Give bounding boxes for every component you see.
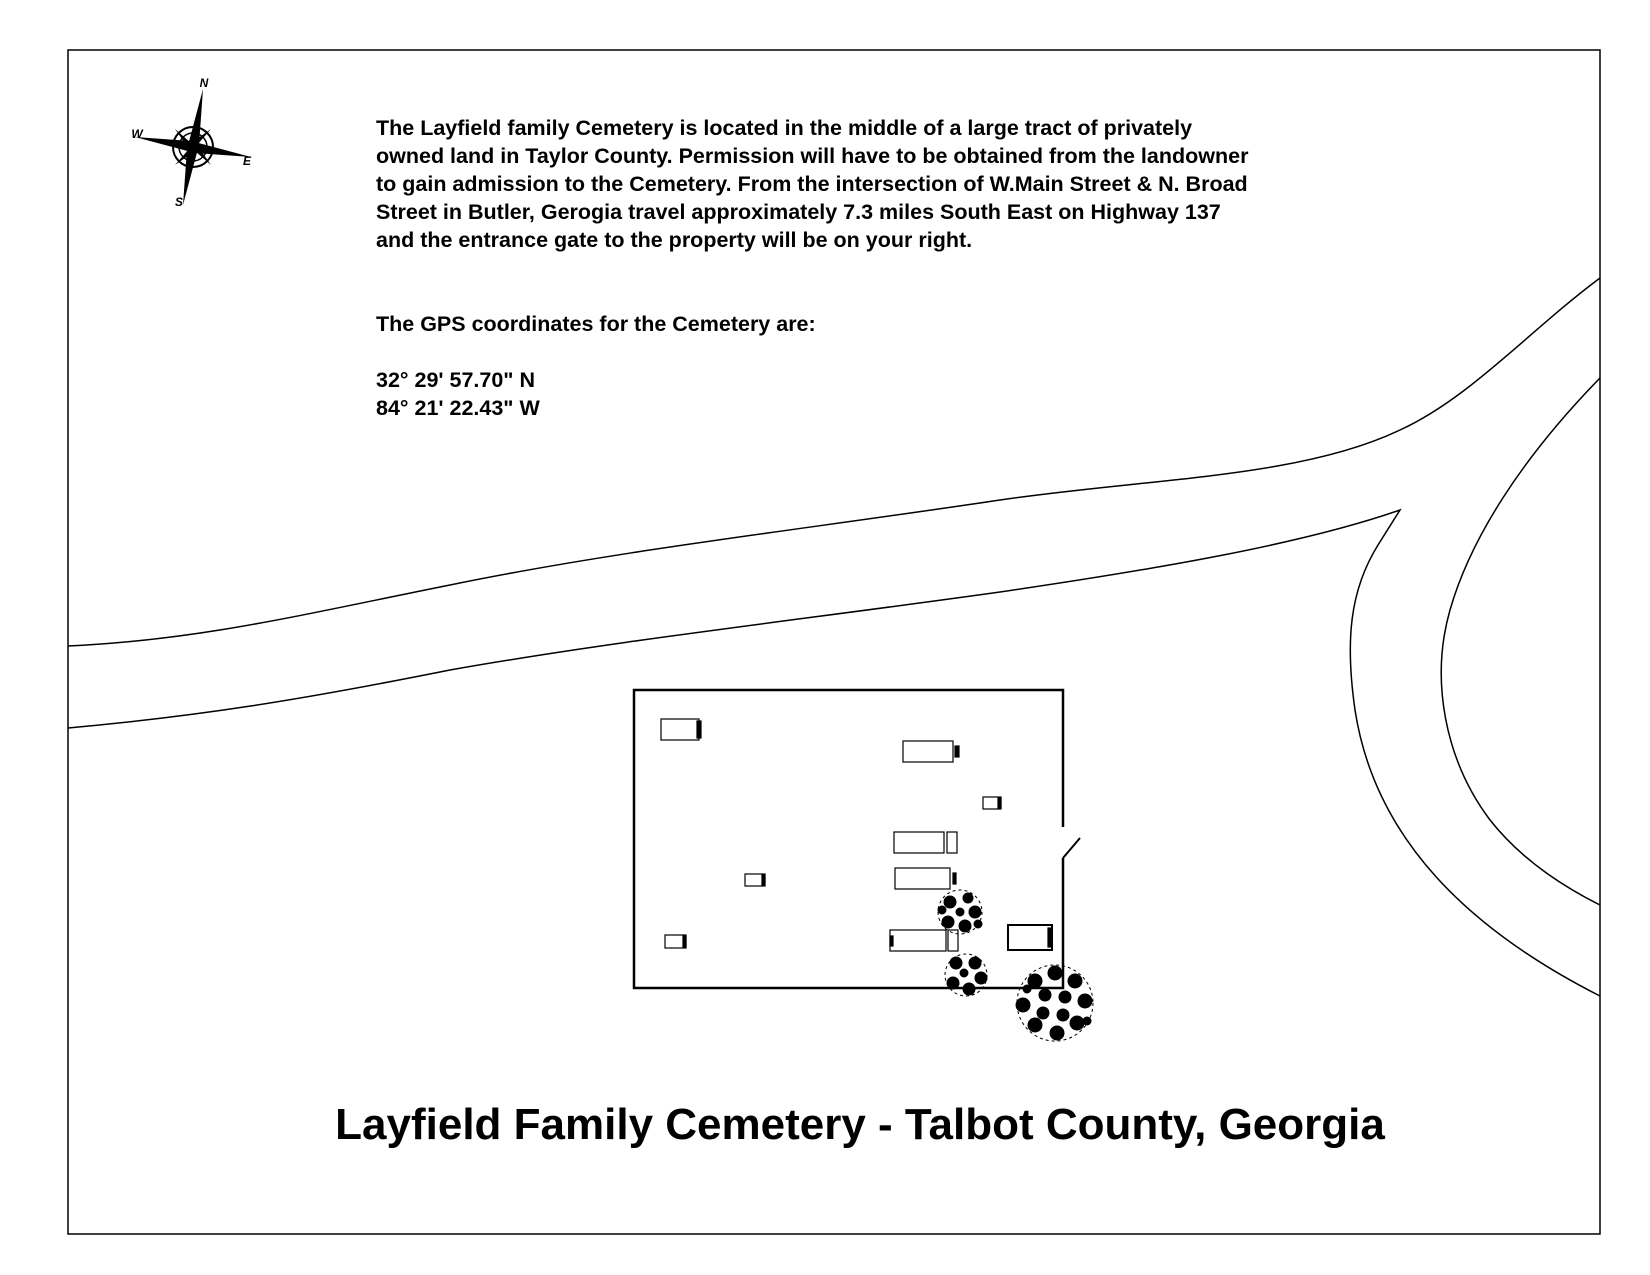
grave-marker-icon	[894, 832, 957, 853]
grave-marker-icon	[745, 874, 765, 886]
grave-marker-icon	[903, 741, 959, 762]
road-edge-loop-inner	[1441, 378, 1600, 905]
tree-icon	[945, 954, 987, 996]
grave-marker-icon	[983, 797, 1001, 809]
gps-latitude: 32° 29' 57.70" N	[376, 368, 535, 392]
grave-marker-icon	[895, 868, 956, 889]
graves	[661, 719, 1052, 951]
grave-marker-icon	[661, 719, 701, 740]
gps-intro-text: The GPS coordinates for the Cemetery are:	[376, 312, 816, 336]
directions-text: The Layfield family Cemetery is located in the middle of a large tract of privately owned land in Taylor County. Permission will have to be obtained from the landowner to gain admission to the Cemetery. From the intersection of W.Main Street & N. Broad Street in Butler, Gerogia travel approximately 7.3 miles South East on Highway 137 and the entrance gate to the property will be on your right.	[376, 116, 1249, 252]
compass-rose-icon	[131, 76, 252, 209]
road-edge-south	[68, 510, 1600, 996]
grave-marker-icon	[665, 935, 686, 948]
compass-east-label: E	[242, 154, 252, 168]
grave-marker-icon	[1008, 925, 1052, 950]
compass-west-label: W	[131, 127, 143, 141]
compass-south-label: S	[174, 195, 184, 209]
tree-icon	[938, 890, 982, 934]
trees	[938, 890, 1093, 1041]
map-title: Layfield Family Cemetery - Talbot County, Georgia	[335, 1100, 1385, 1149]
gps-longitude: 84° 21' 22.43" W	[376, 396, 540, 420]
tree-icon	[1016, 965, 1093, 1041]
cemetery-gate[interactable]	[1063, 838, 1080, 858]
grave-marker-icon	[890, 930, 958, 951]
compass-north-label: N	[199, 76, 209, 90]
